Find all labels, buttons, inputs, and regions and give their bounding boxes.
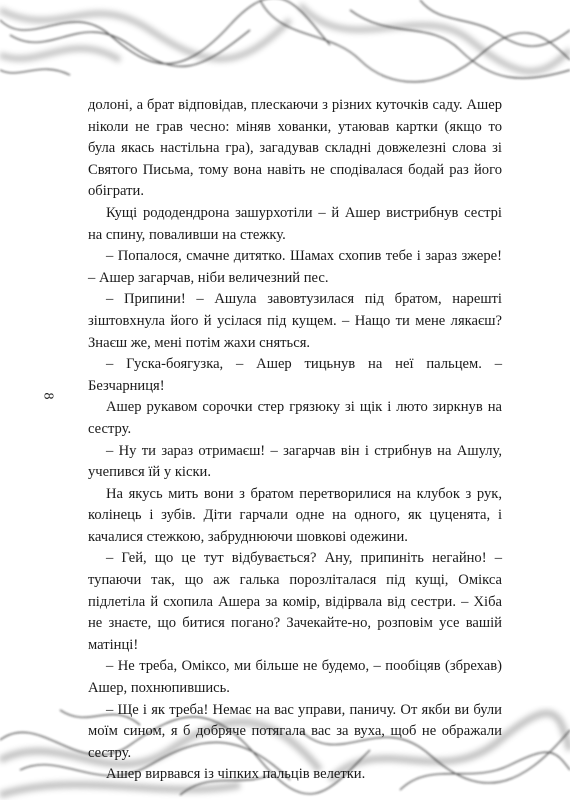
paragraph: – Ще і як треба! Немає на вас управи, паничу. От якби ви були моїм сином, я б добряче потягала вас за вуха, щоб не ображали сестру.: [88, 701, 502, 761]
paragraph: долоні, а брат відповідав, плескаючи з різних куточків саду. Ашер ніколи не грав чесно: міняв хованки, утаював картки (якщо то була якась настільна гра), загадував складні довжелезні слова зі Святого Письма, тому вона навіть не сподівалася бодай раз його обіграти.: [88, 97, 502, 200]
paragraph: – Гуска-боягузка, – Ашер тицьнув на неї пальцем. – Безчарниця!: [88, 356, 502, 394]
paragraph: – Припини! – Ашула завовтузилася під братом, нарешті зіштовхнула його й усілася під кущем. – Нащо ти мене лякаєш? Знаєш же, мені потім жахи сняться.: [88, 291, 502, 351]
paragraph: – Гей, що це тут відбувається? Ану, припиніть негайно! – тупаючи так, що аж галька порозліталася під кущі, Омікса підлетіла й схопила Ашера за комір, відірвала від сестри. – Хіба не знаєте, що битися погано? Зачекайте-но, розповім усе вашій матінці!: [88, 550, 502, 653]
smoke-decoration-top: [0, 0, 570, 110]
paragraph: – Не треба, Оміксо, ми більше не будемо, – пообіцяв (збрехав) Ашер, похнюпившись.: [88, 658, 502, 697]
page-number: 8: [40, 392, 56, 400]
body-text: [88, 95, 502, 786]
paragraph: Кущі рододендрона зашурхотіли – й Ашер вистрибнув сестрі на спину, поваливши на стежку.: [88, 204, 502, 243]
paragraph: – Ну ти зараз отримаєш! – загарчав він і стрибнув на Ашулу, учепився їй у кіски.: [88, 442, 502, 481]
paragraph: Ашер вирвався із чіпких пальців велетки.: [106, 766, 366, 783]
paragraph: – Попалося, смачне дитятко. Шамах схопив тебе і зараз зжере! – Ашер загарчав, ніби величезний пес.: [88, 248, 502, 286]
paragraph: Ашер рукавом сорочки стер грязюку зі щік і люто зиркнув на сестру.: [88, 399, 502, 437]
paragraph: На якусь мить вони з братом перетворилися на клубок з рук, колінець і зубів. Діти гарчали одне на одного, як цуценята, і качалися стежкою, забруднюючи шовкові одежини.: [88, 485, 502, 545]
